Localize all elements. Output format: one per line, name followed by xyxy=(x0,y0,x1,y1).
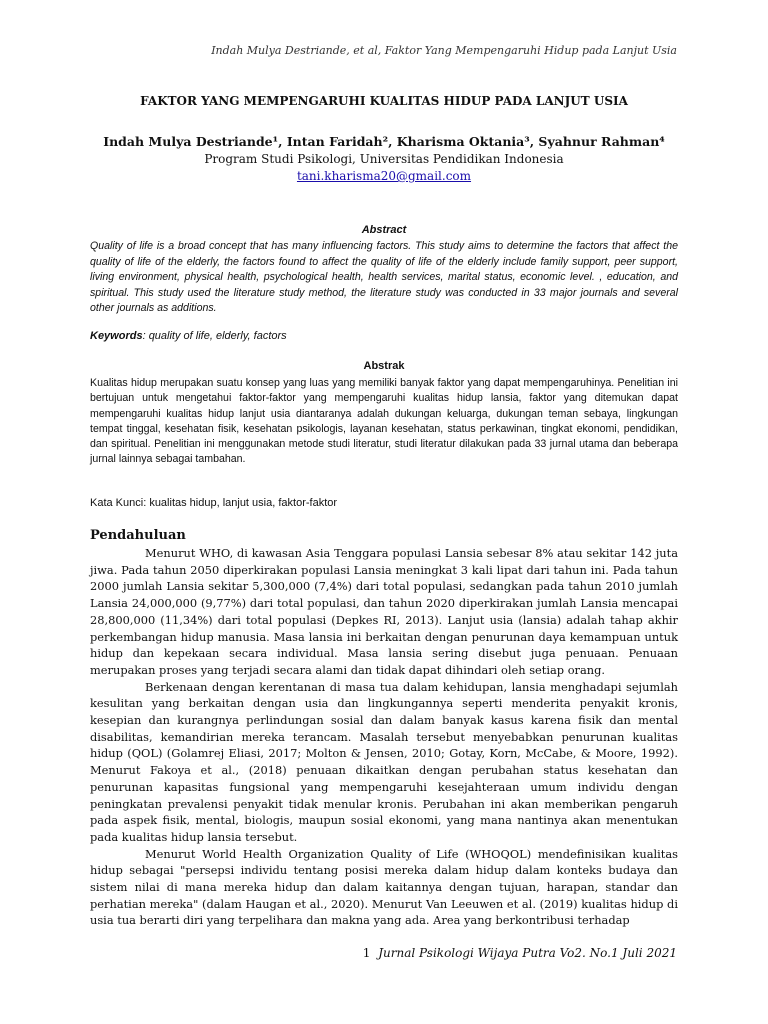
section-heading: Pendahuluan xyxy=(90,528,186,543)
body-paragraph: Menurut World Health Organization Quality of Life (WHOQOL) mendefinisikan kualitas hidup sebagai "persepsi individu tentang posisi mereka dalam hidup dalam konteks budaya dan sistem nilai di mana mereka hidup dan dalam kaitannya dengan tujuan, harapan, standar dan perhatian mereka" (dalam Haugan et al., 2020). Menurut Van Leeuwen et al. (2019) kualitas hidup di usia tua berarti diri yang terpelihara dan makna yang ada. Area yang berkontribusi terhadap xyxy=(90,846,678,928)
page-number: 1 xyxy=(362,946,371,960)
body-paragraph: Berkenaan dengan kerentanan di masa tua dalam kehidupan, lansia menghadapi sejumlah kesulitan yang berkaitan dengan usia dan lingkungannya seperti menderita penyakit kronis, kesepian dan kurangnya perlindungan sosial dan dalam banyak kasus karena fisik dan mental disabilitas, kemandirian mereka terancam. Masalah tersebut menyebabkan penurunan kualitas hidup (QOL) (Golamrej Eliasi, 2017; Molton & Jensen, 2010; Gotay, Korn, McCabe, & Moore, 1992). Menurut Fakoya et al., (2018) penuaan dikaitkan dengan perubahan status kesehatan dan penurunan kapasitas fungsional yang mempengaruhi kesejahteraan umum individu dengan peningkatan prevalensi penyakit tidak menular kronis. Perubahan ini akan memberikan pengaruh pada aspek fisik, mental, biologis, maupun sosial ekonomi, yang mana nantinya akan menentukan pada kualitas hidup lansia tersebut. xyxy=(90,679,678,844)
kata-kunci-line xyxy=(90,497,337,509)
body-paragraph: Menurut WHO, di kawasan Asia Tenggara populasi Lansia sebesar 8% atau sekitar 142 juta jiwa. Pada tahun 2050 diperkirakan populasi Lansia meningkat 3 kali lipat dari tahun ini. Pada tahun 2000 jumlah Lansia sekitar 5,300,000 (7,4%) dari total populasi, sedangkan pada tahun 2010 jumlah Lansia 24,000,000 (9,77%) dari total populasi, dan tahun 2020 diperkirakan jumlah Lansia mencapai 28,800,000 (11,34%) dari total populasi (Depkes RI, 2013). Lanjut usia (lansia) adalah tahap akhir perkembangan hidup manusia. Masa lansia ini berkaitan dengan penurunan daya kemampuan untuk hidup dan kepekaan secara individual. Masa lansia sering disebut juga penuaan. Penuaan merupakan proses yang terjadi secara alami dan tidak dapat dihindari oleh setiap orang. xyxy=(90,546,678,677)
email-line xyxy=(0,169,768,183)
running-head: Indah Mulya Destriande, et al, Faktor Yang Mempengaruhi Hidup pada Lanjut Usia xyxy=(211,44,677,57)
keywords-line xyxy=(90,330,287,342)
body-text xyxy=(90,545,678,929)
keywords-label: Keywords xyxy=(90,330,143,342)
abstract-heading: Abstract xyxy=(361,224,407,236)
paper-title: FAKTOR YANG MEMPENGARUHI KUALITAS HIDUP PADA LANJUT USIA xyxy=(140,94,628,108)
affiliation: Program Studi Psikologi, Universitas Pendidikan Indonesia xyxy=(204,152,564,166)
kata-kunci-label: Kata Kunci xyxy=(90,497,144,509)
journal-name: Jurnal Psikologi Wijaya Putra Vo2. No.1 Juli 2021 xyxy=(378,946,677,960)
page-footer xyxy=(363,946,677,960)
email-link[interactable]: tani.kharisma20@gmail.com xyxy=(296,169,472,183)
abstrak-indonesian: Kualitas hidup merupakan suatu konsep yang luas yang memiliki banyak faktor yang dapat mempengaruhinya. Penelitian ini bertujuan untuk mengetahui faktor-faktor yang mempengaruhi kualitas hidup lansia, faktor yang ditemukan dapat mempengaruhi kualitas hidup lanjut usia diantaranya adalah dukungan keluarga, dukungan teman sebaya, lingkungan tempat tinggal, kesehatan fisik, kesehatan psikologis, layanan kesehatan, status perkawinan, tingkat ekonomi, pendidikan, dan spiritual. Penelitian ini menggunakan metode studi literatur, studi literatur dilakukan pada 33 jurnal utama dan beberapa jurnal lainnya sebagai tambahan. xyxy=(90,377,678,466)
abstract-english: Quality of life is a broad concept that has many influencing factors. This study aims to determine the factors that affect the quality of life of the elderly, the factors found to affect the quality of life of the elderly include family support, peer support, living environment, physical health, psychological health, health services, marital status, economic level. , education, and spiritual. This study used the literature study method, the literature study was conducted in 33 major journals and several other journals as additions. xyxy=(90,240,678,315)
author-list: Indah Mulya Destriande¹, Intan Faridah², Kharisma Oktania³, Syahnur Rahman⁴ xyxy=(103,134,665,149)
keywords-text: : quality of life, elderly, factors xyxy=(142,330,287,342)
kata-kunci-text: : kualitas hidup, lanjut usia, faktor-faktor xyxy=(143,497,338,509)
abstrak-heading: Abstrak xyxy=(363,360,405,372)
